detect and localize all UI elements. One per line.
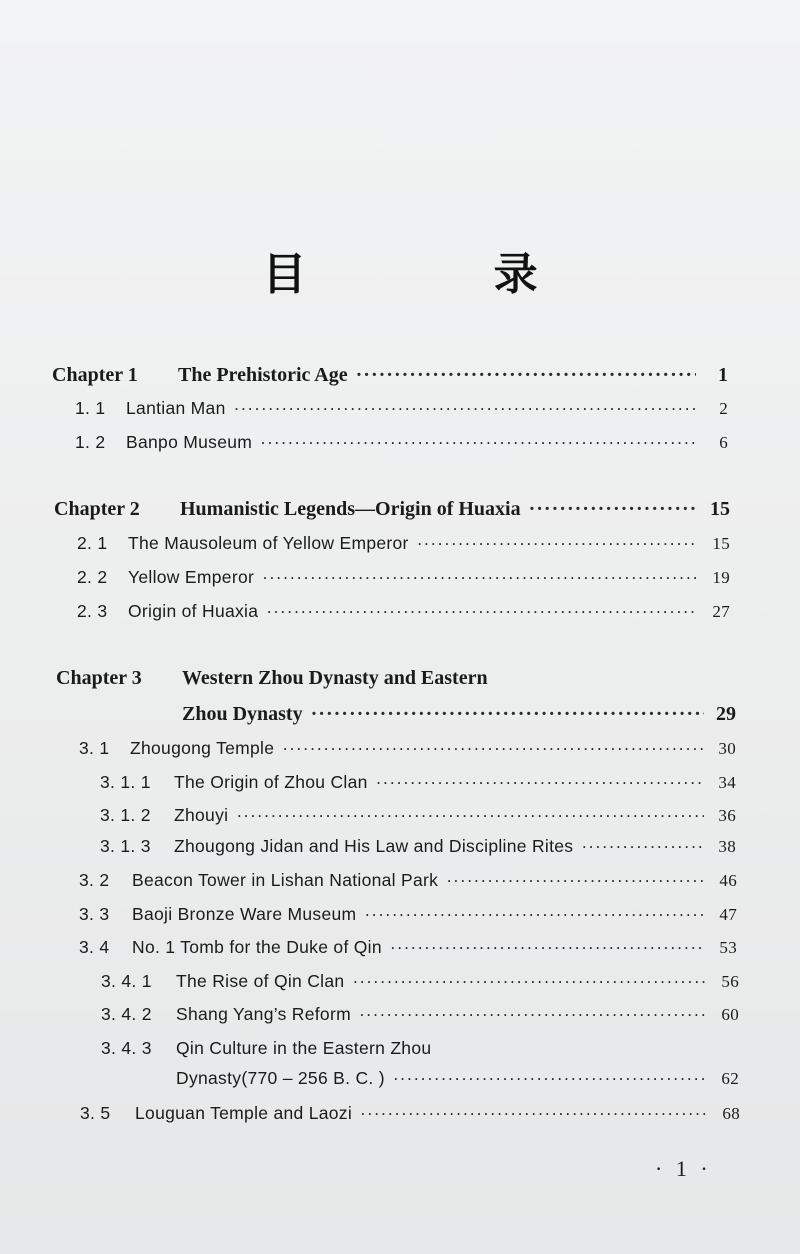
toc-section-2-2[interactable]	[77, 567, 730, 597]
toc-section-2-1[interactable]	[77, 533, 730, 563]
toc-chapter-2[interactable]	[54, 498, 730, 528]
section-number: 3. 3	[79, 904, 110, 924]
page-number: 47	[719, 905, 737, 924]
dot-leader	[352, 971, 707, 992]
section-title: Yellow Emperor	[128, 567, 255, 587]
dot-leader	[417, 533, 698, 554]
page-number: 6	[719, 433, 728, 452]
dot-leader	[581, 836, 704, 857]
subsection-title: Qin Culture in the Eastern Zhou	[176, 1038, 432, 1058]
subsection-title: The Rise of Qin Clan	[176, 971, 345, 991]
toc-chapter-3-continued[interactable]	[182, 703, 736, 733]
toc-subsection-3-1-2[interactable]	[100, 805, 736, 835]
page-number: 56	[721, 972, 739, 991]
section-title: Banpo Museum	[126, 432, 253, 452]
dot-leader	[262, 567, 698, 588]
section-number: 1. 1	[75, 398, 106, 418]
toc-section-3-5[interactable]	[80, 1103, 740, 1133]
section-number: 2. 2	[77, 567, 108, 587]
page-number: 62	[721, 1069, 739, 1088]
page-number: 53	[719, 938, 737, 957]
page-number: 15	[712, 534, 730, 553]
dot-leader	[376, 772, 704, 793]
dot-leader	[393, 1068, 707, 1089]
section-number: 3. 1	[79, 738, 110, 758]
page-number: 19	[712, 568, 730, 587]
dot-leader	[359, 1004, 707, 1025]
section-number: 1. 2	[75, 432, 106, 452]
section-title: No. 1 Tomb for the Duke of Qin	[132, 937, 382, 957]
page-number: 60	[721, 1005, 739, 1024]
dot-leader	[390, 937, 705, 958]
toc-subsection-3-4-3[interactable]	[101, 1038, 739, 1068]
page-number: 2	[719, 399, 728, 418]
toc-section-1-2[interactable]	[75, 432, 728, 462]
subsection-title: Zhougong Jidan and His Law and Discipline Rites	[174, 836, 574, 856]
page-footer-number: · 1 ·	[655, 1156, 712, 1181]
subsection-number: 3. 1. 1	[100, 772, 151, 792]
page-number: 38	[718, 837, 736, 856]
dot-leader	[446, 870, 705, 891]
toc-subsection-3-4-2[interactable]	[101, 1004, 739, 1034]
page-number: 29	[716, 703, 736, 725]
page-number: 34	[718, 773, 736, 792]
dot-leader	[356, 364, 696, 387]
toc-subsection-3-1-3[interactable]	[100, 836, 736, 866]
subsection-number: 3. 1. 2	[100, 805, 151, 825]
section-number: 3. 2	[79, 870, 110, 890]
chapter-title-continued: Zhou Dynasty	[182, 703, 303, 725]
chapter-number: Chapter 1	[52, 364, 138, 386]
dot-leader	[266, 601, 698, 622]
toc-section-1-1[interactable]	[75, 398, 728, 428]
subsection-number: 3. 1. 3	[100, 836, 151, 856]
dot-leader	[364, 904, 705, 925]
section-number: 3. 4	[79, 937, 110, 957]
subsection-title: Zhouyi	[174, 805, 229, 825]
page-number: 15	[710, 498, 730, 520]
toc-section-2-3[interactable]	[77, 601, 730, 631]
toc-subsection-3-4-3-continued[interactable]	[176, 1068, 739, 1098]
toc-section-3-3[interactable]	[79, 904, 737, 934]
page-number: 46	[719, 871, 737, 890]
subsection-title-continued: Dynasty(770 – 256 B. C. )	[176, 1068, 385, 1088]
section-title: Baoji Bronze Ware Museum	[132, 904, 357, 924]
toc-section-3-1[interactable]	[79, 738, 736, 768]
toc-subsection-3-4-1[interactable]	[101, 971, 739, 1001]
subsection-number: 3. 4. 2	[101, 1004, 152, 1024]
toc-chapter-1[interactable]	[52, 364, 728, 394]
section-title: Zhougong Temple	[130, 738, 275, 758]
toc-section-3-4[interactable]	[79, 937, 737, 967]
page-title: 目 录	[262, 249, 624, 300]
section-title: Beacon Tower in Lishan National Park	[132, 870, 439, 890]
subsection-number: 3. 4. 1	[101, 971, 152, 991]
chapter-title: The Prehistoric Age	[178, 364, 348, 386]
chapter-number: Chapter 2	[54, 498, 140, 520]
chapter-number: Chapter 3	[56, 667, 142, 689]
page-number: 30	[718, 739, 736, 758]
section-title: The Mausoleum of Yellow Emperor	[128, 533, 409, 553]
section-number: 2. 3	[77, 601, 108, 621]
section-number: 2. 1	[77, 533, 108, 553]
dot-leader	[236, 805, 704, 826]
subsection-number: 3. 4. 3	[101, 1038, 152, 1058]
subsection-title: The Origin of Zhou Clan	[174, 772, 368, 792]
chapter-title: Western Zhou Dynasty and Eastern	[182, 667, 488, 689]
dot-leader	[311, 703, 704, 726]
section-number: 3. 5	[80, 1103, 111, 1123]
page-number: 27	[712, 602, 730, 621]
toc-subsection-3-1-1[interactable]	[100, 772, 736, 802]
dot-leader	[360, 1103, 708, 1124]
section-title: Origin of Huaxia	[128, 601, 259, 621]
dot-leader	[260, 432, 696, 453]
dot-leader	[282, 738, 704, 759]
section-title: Louguan Temple and Laozi	[135, 1103, 353, 1123]
dot-leader	[234, 398, 696, 419]
subsection-title: Shang Yang’s Reform	[176, 1004, 351, 1024]
dot-leader	[529, 498, 698, 521]
section-title: Lantian Man	[126, 398, 226, 418]
toc-chapter-3[interactable]	[56, 667, 736, 697]
page-number: 68	[722, 1104, 740, 1123]
page-number: 36	[718, 806, 736, 825]
page-number: 1	[718, 364, 728, 386]
toc-section-3-2[interactable]	[79, 870, 737, 900]
chapter-title: Humanistic Legends—Origin of Huaxia	[180, 498, 521, 520]
